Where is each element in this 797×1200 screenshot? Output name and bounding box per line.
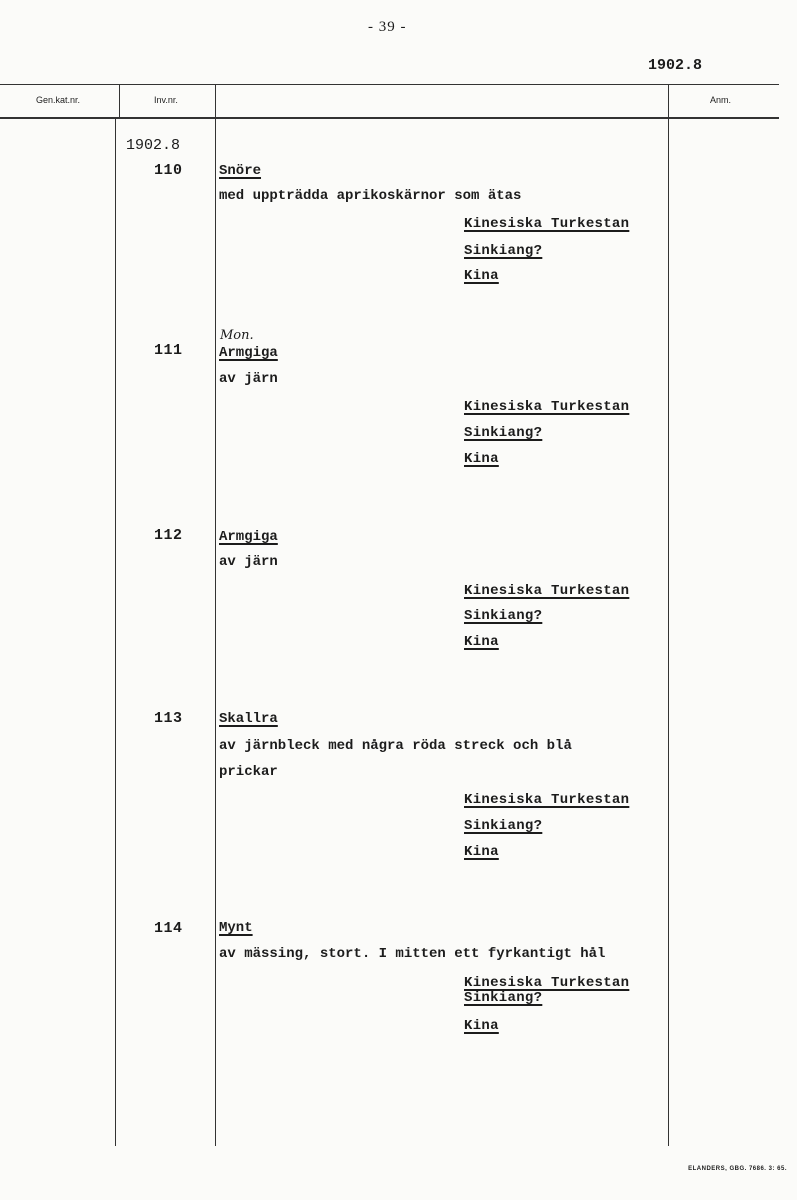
inv-number: 110 bbox=[154, 162, 183, 179]
column-divider-3 bbox=[668, 84, 669, 1146]
location-country: Kina bbox=[464, 1018, 499, 1034]
inv-number: 111 bbox=[154, 342, 183, 359]
column-divider-1 bbox=[119, 84, 120, 119]
location-country: Kina bbox=[464, 268, 499, 284]
entry-description: av mässing, stort. I mitten ett fyrkantigt hål bbox=[219, 946, 606, 962]
inv-number: 113 bbox=[154, 710, 183, 727]
location-province: Sinkiang? bbox=[464, 243, 543, 259]
catalog-reference: 1902.8 bbox=[126, 137, 181, 154]
location-region: Kinesiska Turkestan bbox=[464, 216, 630, 232]
entry-description: av järn bbox=[219, 554, 278, 570]
column-header-gen-kat: Gen.kat.nr. bbox=[36, 95, 81, 105]
column-header-anm: Anm. bbox=[710, 95, 732, 105]
header-top-rule bbox=[0, 84, 779, 85]
entry-title: Snöre bbox=[219, 163, 262, 179]
page-reference: 1902.8 bbox=[648, 57, 703, 74]
location-province: Sinkiang? bbox=[464, 608, 543, 624]
location-country: Kina bbox=[464, 451, 499, 467]
column-divider-2 bbox=[215, 84, 216, 1146]
column-divider-1-body bbox=[115, 119, 116, 1146]
inv-number: 112 bbox=[154, 527, 183, 544]
entry-description: av järn bbox=[219, 371, 278, 387]
entry-title: Armgiga bbox=[219, 345, 278, 361]
location-province: Sinkiang? bbox=[464, 425, 543, 441]
location-country: Kina bbox=[464, 634, 499, 650]
entry-description: med uppträdda aprikoskärnor som ätas bbox=[219, 188, 522, 204]
handwritten-note: Mon. bbox=[220, 328, 254, 343]
location-province: Sinkiang? bbox=[464, 990, 543, 1006]
column-header-inv: Inv.nr. bbox=[154, 95, 178, 105]
location-region: Kinesiska Turkestan bbox=[464, 792, 630, 808]
location-region: Kinesiska Turkestan bbox=[464, 583, 630, 599]
entry-title: Mynt bbox=[219, 920, 253, 936]
inv-number: 114 bbox=[154, 920, 183, 937]
entry-title: Skallra bbox=[219, 711, 278, 727]
printer-imprint: ELANDERS, GBG. 7686. 3: 65. bbox=[688, 1166, 787, 1172]
location-country: Kina bbox=[464, 844, 499, 860]
header-bottom-rule bbox=[0, 117, 779, 119]
entry-description: av järnbleck med några röda streck och blå prickar bbox=[219, 738, 572, 780]
location-region: Kinesiska Turkestan bbox=[464, 399, 630, 415]
entry-title: Armgiga bbox=[219, 529, 278, 545]
page-number: - 39 - bbox=[368, 19, 407, 35]
location-region: Kinesiska Turkestan bbox=[464, 975, 630, 991]
location-province: Sinkiang? bbox=[464, 818, 543, 834]
